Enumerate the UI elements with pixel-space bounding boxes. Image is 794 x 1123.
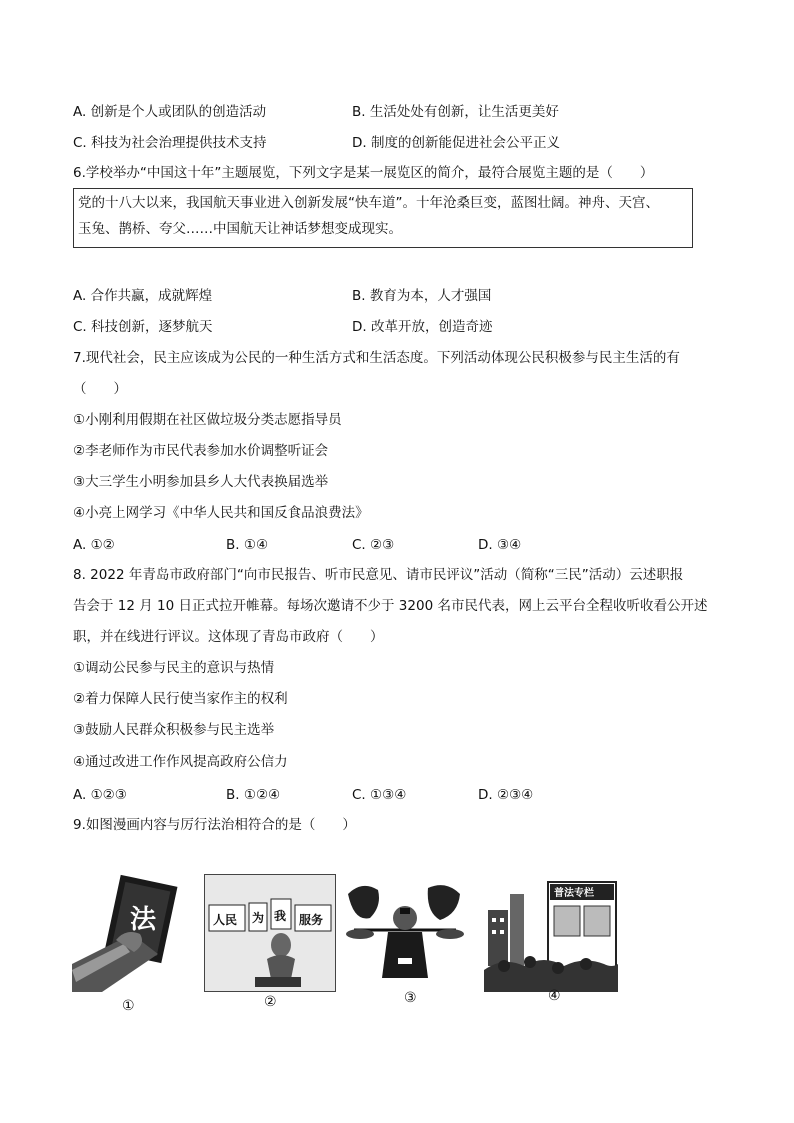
q7-statement-2: ②李老师作为市民代表参加水价调整听证会 <box>73 443 329 459</box>
cartoon-2-caption: ② <box>264 994 277 1010</box>
q6-option-a[interactable]: A. 合作共赢，成就辉煌 <box>73 288 213 304</box>
q8-statement-2: ②着力保障人民行使当家作主的权利 <box>73 691 288 707</box>
q8-option-b[interactable]: B. ①②④ <box>226 787 281 803</box>
q8-statement-1: ①调动公民参与民主的意识与热情 <box>73 660 275 676</box>
q6-box-line1: 党的十八大以来，我国航天事业进入创新发展“快车道”。十年沧桑巨变，蓝图壮阔。神舟、天宫、 <box>78 195 659 211</box>
cartoon-2-word-4: 服务 <box>299 913 324 927</box>
cartoon-2-word-2: 为 <box>252 911 265 925</box>
q7-statement-1: ①小刚利用假期在社区做垃圾分类志愿指导员 <box>73 412 342 428</box>
q8-option-d[interactable]: D. ②③④ <box>478 787 534 803</box>
q8-stem-line2: 告会于 12 月 10 日正式拉开帷幕。每场次邀请不少于 3200 名市民代表，网上云平台全程收听收看公开述 <box>73 598 708 614</box>
cartoon-2-word-3: 我 <box>274 909 287 923</box>
cartoon-4-law-board <box>484 874 618 992</box>
q7-stem-line1: 7.现代社会，民主应该成为公民的一种生活方式和生活态度。下列活动体现公民积极参与民主生活的有 <box>73 350 680 366</box>
cartoon-3-judge <box>344 874 466 992</box>
q8-statement-3: ③鼓励人民群众积极参与民主选举 <box>73 722 275 738</box>
q8-stem-line3: 职，并在线进行评议。这体现了青岛市政府（ ） <box>73 629 384 645</box>
q6-intro-box <box>73 188 693 248</box>
q6-option-d[interactable]: D. 改革开放，创造奇迹 <box>352 319 493 335</box>
q9-stem: 9.如图漫画内容与厉行法治相符合的是（ ） <box>73 817 356 833</box>
q8-stem-line1: 8. 2022 年青岛市政府部门“向市民报告、听市民意见、请市民评议”活动（简称“三民”活动）云述职报 <box>73 567 684 583</box>
q6-stem: 6.学校举办“中国这十年”主题展览，下列文字是某一展览区的简介，最符合展览主题的是（ ） <box>73 165 654 181</box>
q6-option-c[interactable]: C. 科技创新，逐梦航天 <box>73 319 213 335</box>
q5-option-c[interactable]: C. 科技为社会治理提供技术支持 <box>73 135 267 151</box>
q7-option-b[interactable]: B. ①④ <box>226 537 269 553</box>
cartoon-3-caption: ③ <box>404 990 417 1006</box>
q7-statement-3: ③大三学生小明参加县乡人大代表换届选举 <box>73 474 329 490</box>
q8-statement-4: ④通过改进工作作风提高政府公信力 <box>73 754 288 770</box>
q7-option-c[interactable]: C. ②③ <box>352 537 395 553</box>
cartoon-1-caption: ① <box>122 998 135 1014</box>
q8-option-c[interactable]: C. ①③④ <box>352 787 407 803</box>
q5-option-a[interactable]: A. 创新是个人或团队的创造活动 <box>73 104 267 120</box>
cartoon-4-caption: ④ <box>548 988 561 1004</box>
q7-option-a[interactable]: A. ①② <box>73 537 115 553</box>
q7-option-d[interactable]: D. ③④ <box>478 537 522 553</box>
q6-option-b[interactable]: B. 教育为本，人才强国 <box>352 288 492 304</box>
q5-option-b[interactable]: B. 生活处处有创新，让生活更美好 <box>352 104 559 120</box>
cartoon-1-label: 法 <box>130 905 157 935</box>
cartoon-2-word-1: 人民 <box>213 913 238 927</box>
cartoon-2-serve-people <box>204 874 336 992</box>
cartoon-1-law-book <box>72 874 186 992</box>
q6-box-line2: 玉兔、鹊桥、夸父……中国航天让神话梦想变成现实。 <box>78 221 402 237</box>
q8-option-a[interactable]: A. ①②③ <box>73 787 127 803</box>
q7-statement-4: ④小亮上网学习《中华人民共和国反食品浪费法》 <box>73 505 369 521</box>
cartoon-4-sign: 普法专栏 <box>554 888 594 899</box>
q5-option-d[interactable]: D. 制度的创新能促进社会公平正义 <box>352 135 560 151</box>
q7-stem-line2: （ ） <box>73 381 127 397</box>
